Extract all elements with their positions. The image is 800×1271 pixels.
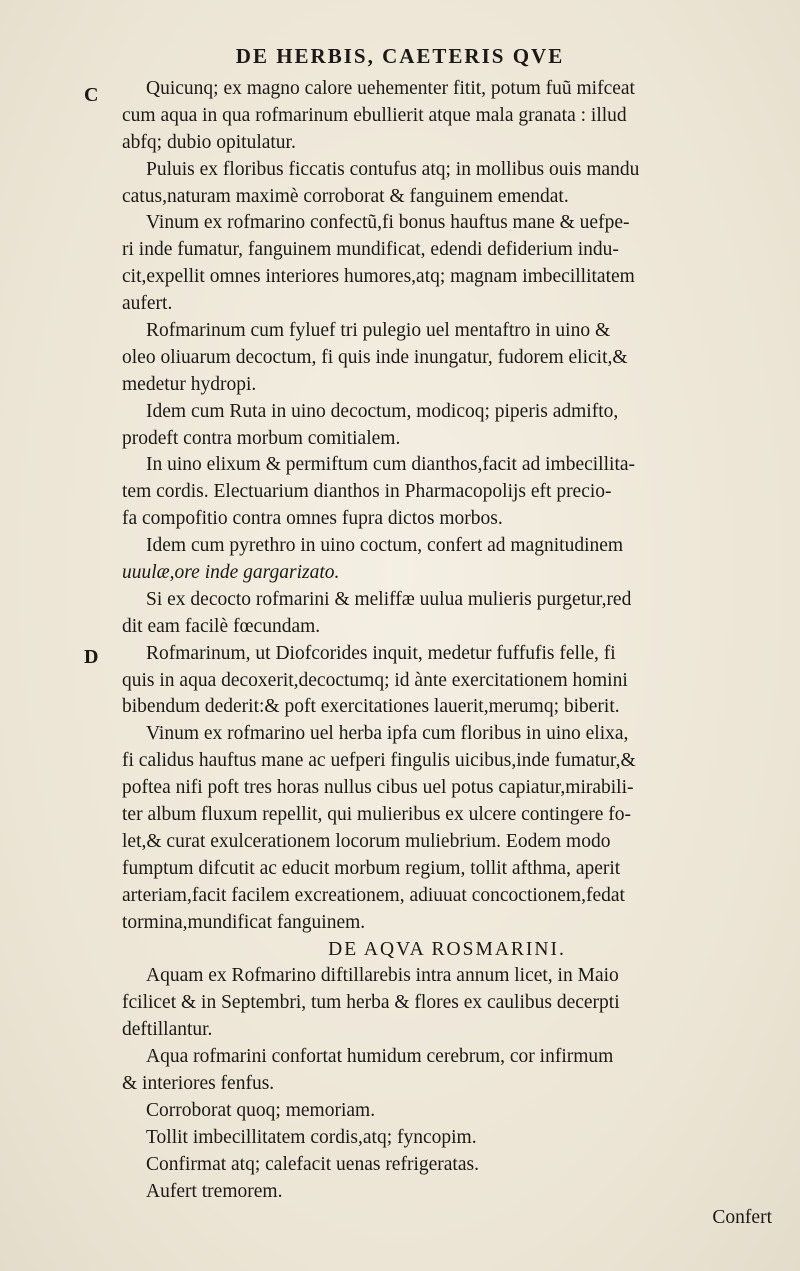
text-line: Rofmarinum cum fyluef tri pulegio uel mentaftro in uino & <box>146 320 611 342</box>
text-line: oleo oliuarum decoctum, fi quis inde inungatur, fudorem elicit,& <box>122 346 628 368</box>
text-line: dit eam facilè fœcundam. <box>122 615 321 637</box>
text-line: Rofmarinum, ut Diofcorides inquit, medetur fuffufis felle, fi <box>146 642 616 664</box>
text-line: Vinum ex rofmarino confectũ,fi bonus hauftus mane & uefpe- <box>146 212 630 234</box>
running-header: DE HERBIS, CAETERIS QVE <box>235 44 565 68</box>
text-line: Vinum ex rofmarino uel herba ipfa cum floribus in uino elixa, <box>146 723 629 745</box>
text-line: abfq; dubio opitulatur. <box>122 131 296 153</box>
text-line: fcilicet & in Septembri, tum herba & flores ex caulibus decerpti <box>122 992 620 1014</box>
text-line: Aufert tremorem. <box>146 1180 283 1202</box>
text-line: cit,expellit omnes interiores humores,atq; magnam imbecillitatem <box>122 266 635 288</box>
text-line: tormina,mundificat fanguinem. <box>122 911 366 933</box>
text-line: Idem cum pyrethro in uino coctum, confert ad magnitudinem <box>146 535 624 557</box>
text-line: catus,naturam maximè corroborat & fanguinem emendat. <box>122 185 569 207</box>
text-line: deftillantur. <box>122 1019 213 1041</box>
text-line: let,& curat exulcerationem locorum muliebrium. Eodem modo <box>122 830 611 852</box>
text-line: Si ex decocto rofmarini & meliffæ uulua mulieris purgetur,red <box>146 588 632 610</box>
text-line: bibendum dederit:& poft exercitationes lauerit,merumq; biberit. <box>122 696 620 718</box>
text-line: In uino elixum & permiftum cum dianthos,facit ad imbecillita- <box>146 454 636 476</box>
text-line: aufert. <box>122 293 173 315</box>
text-line: fumptum difcutit ac educit morbum regium, tollit afthma, aperit <box>122 857 621 879</box>
text-line: ter album fluxum repellit, qui mulieribus ex ulcere contingere fo- <box>122 804 631 826</box>
text-line: poftea nifi poft tres horas nullus cibus uel potus capiatur,mirabili- <box>122 777 634 799</box>
text-line: Corroborat quoq; memoriam. <box>146 1099 376 1121</box>
text-line: Aquam ex Rofmarino diftillarebis intra annum licet, in Maio <box>146 965 619 987</box>
section-heading: DE AQVA ROSMARINI. <box>328 938 566 960</box>
text-line: medetur hydropi. <box>122 373 257 395</box>
text-line: fi calidus hauftus mane ac uefperi fingulis uicibus,inde fumatur,& <box>122 750 636 772</box>
text-line: Idem cum Ruta in uino decoctum, modicoq; piperis admifto, <box>146 400 619 422</box>
text-line: Confert <box>712 1207 772 1229</box>
text-line: cum aqua in qua rofmarinum ebullierit atque mala granata : illud <box>122 104 627 126</box>
text-line: Confirmat atq; calefacit uenas refrigeratas. <box>146 1153 479 1175</box>
text-line: arteriam,facit facilem excreationem, adiuuat concoctionem,fedat <box>122 884 625 906</box>
text-line: & interiores fenfus. <box>122 1072 275 1094</box>
margin-letter-d: D <box>84 646 99 668</box>
text-line: Puluis ex floribus ficcatis contufus atq; in mollibus ouis mandu <box>146 158 640 180</box>
text-line: ri inde fumatur, fanguinem mundificat, edendi defiderium indu- <box>122 239 619 261</box>
text-line: Tollit imbecillitatem cordis,atq; fyncopim. <box>146 1126 477 1148</box>
text-line: prodeft contra morbum comitialem. <box>122 427 401 449</box>
text-line: Aqua rofmarini confortat humidum cerebrum, cor infirmum <box>146 1046 614 1068</box>
text-line: Quicunq; ex magno calore uehementer fitit, potum fuũ mifceat <box>146 78 635 99</box>
text-line: fa compofitio contra omnes fupra dictos morbos. <box>122 508 503 530</box>
margin-letter-c: C <box>84 84 99 106</box>
text-line: uuulæ,ore inde gargarizato. <box>122 562 340 584</box>
text-line: quis in aqua decoxerit,decoctumq; id ànte exercitationem homini <box>122 669 628 691</box>
text-line: tem cordis. Electuarium dianthos in Pharmacopolijs eft precio- <box>122 481 612 503</box>
body-text <box>122 76 772 1232</box>
